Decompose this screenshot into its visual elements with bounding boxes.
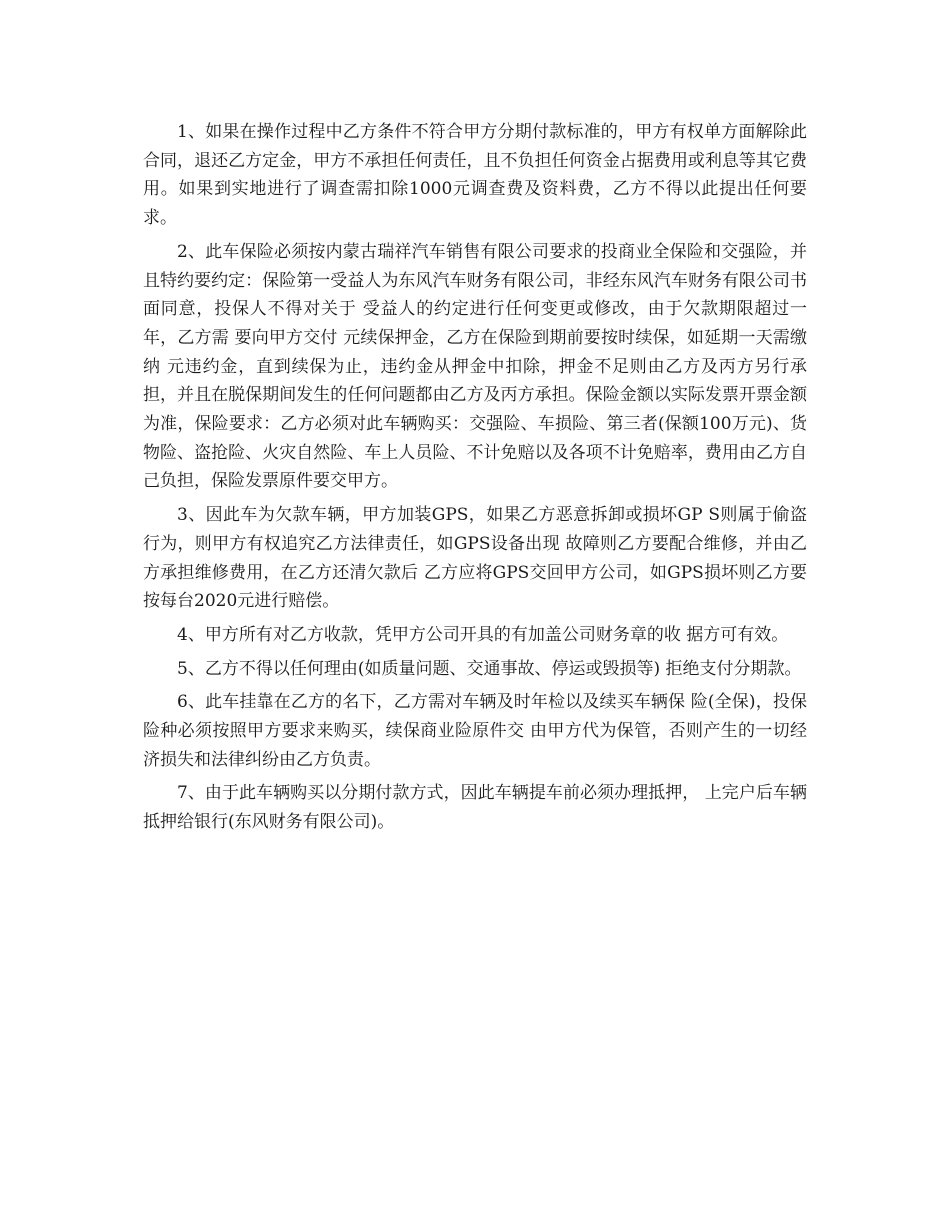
- clause-6-paragraph: 6、此车挂靠在乙方的名下，乙方需对车辆及时年检以及续买车辆保 险(全保)，投保险种必须按照甲方要求来购买，续保商业险原件交 由甲方代为保管，否则产生的一切经济损失和法律纠纷由乙方负责。: [143, 692, 807, 770]
- clause-5-paragraph: 5、乙方不得以任何理由(如质量问题、交通事故、停运或毁损等) 拒绝支付分期款。: [177, 658, 802, 679]
- clause-4-paragraph: 4、甲方所有对乙方收款，凭甲方公司开具的有加盖公司财务章的收 据方可有效。: [177, 624, 789, 645]
- clause-3-paragraph: 3、因此车为欠款车辆，甲方加装GPS，如果乙方恶意拆卸或损坏GP S则属于偷盗行为，则甲方有权追究乙方法律责任，如GPS设备出现 故障则乙方要配合维修，并由乙方承担维修费用，在乙方还清欠款后 乙方应将GPS交回甲方公司，如GPS损坏则乙方要按每台2020元进行赔偿。: [143, 505, 807, 612]
- clause-1-paragraph: 1、如果在操作过程中乙方条件不符合甲方分期付款标准的，甲方有权单方面解除此合同，退还乙方定金，甲方不承担任何责任，且不负担任何资金占据费用或利息等其它费用。如果到实地进行了调查需扣除1000元调查费及资料费，乙方不得以此提出任何要求。: [143, 122, 807, 229]
- document-body: [143, 118, 807, 842]
- clause-7-paragraph: 7、由于此车辆购买以分期付款方式，因此车辆提车前必须办理抵押， 上完户后车辆抵押给银行(东风财务有限公司)。: [143, 783, 807, 833]
- clause-2-paragraph: 2、此车保险必须按内蒙古瑞祥汽车销售有限公司要求的投商业全保险和交强险，并且特约要约定：保险第一受益人为东风汽车财务有限公司，非经东风汽车财务有限公司书面同意，投保人不得对关于 受益人的约定进行任何变更或修改，由于欠款期限超过一年，乙方需 要向甲方交付 元续保押金，乙方在保险到期前要按时续保，如延期一天需缴纳 元违约金，直到续保为止，违约金从押金中扣除，押金不足则由乙方及丙方另行承担，并且在脱保期间发生的任何问题都由乙方及丙方承担。保险金额以实际发票开票金额为准，保险要求：乙方必须对此车辆购买：交强险、车损险、第三者(保额100万元)、货物险、盗抢险、火灾自然险、车上人员险、不计免赔以及各项不计免赔率，费用由乙方自己负担，保险发票原件要交甲方。: [143, 241, 807, 492]
